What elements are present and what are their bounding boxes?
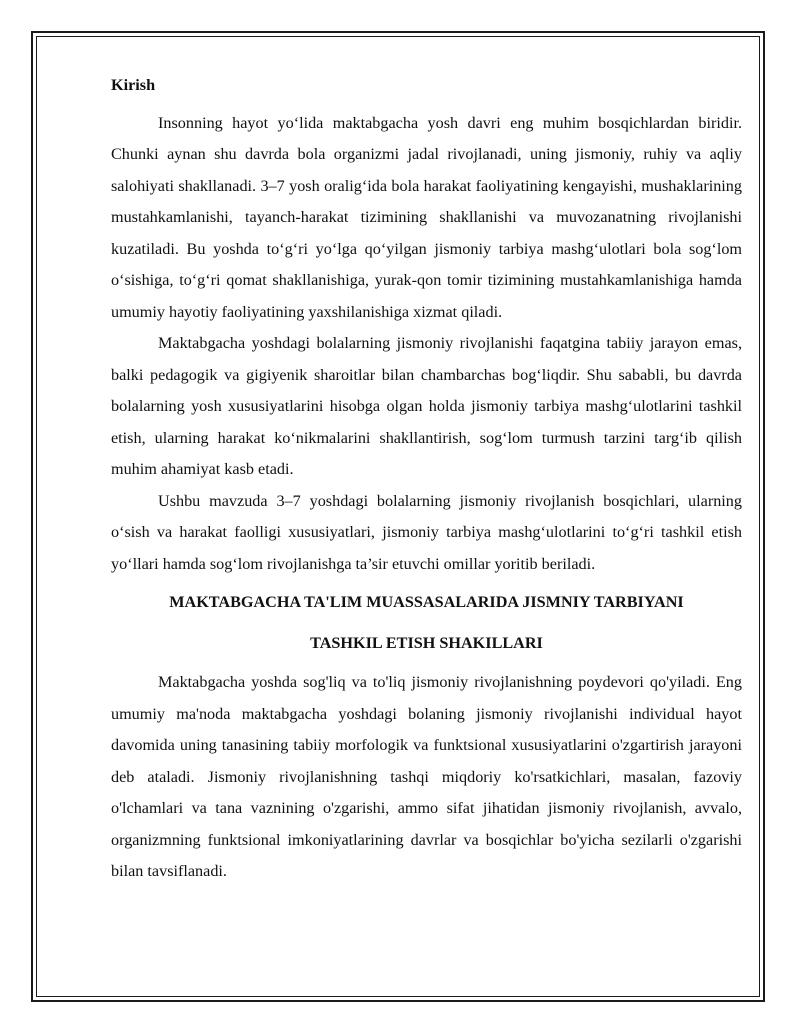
document-body	[111, 70, 742, 888]
intro-paragraph-3: Ushbu mavzuda 3–7 yoshdagi bolalarning jismoniy rivojlanish bosqichlari, ularning o‘sish va harakat faolligi xususiyatlari, jismoniy tarbiya mashg‘ulotlarini to‘g‘ri tashkil etish yo‘llari hamda sog‘lom rivojlanishga ta’sir etuvchi omillar yoritib beriladi.	[111, 491, 742, 573]
section-title-line-2: TASHKIL ETISH SHAKILLARI	[310, 633, 543, 652]
section-paragraph-1: Maktabgacha yoshda sog'liq va to'liq jismoniy rivojlanishning poydevori qo'yiladi. Eng umumiy ma'noda maktabgacha yoshdagi bolaning jismoniy rivojlanishi individual hayot davomida uning tanasining tabiiy morfologik va funktsional xususiyatlarini o'zgartirish jarayoni deb ataladi. Jismoniy rivojlanishning tashqi miqdoriy ko'rsatkichlari, masalan, fazoviy o'lchamlari va tana vaznining o'zgarishi, ammo sifat jihatidan jismoniy rivojlanish, avvalo, organizmning funktsional imkoniyatlarining davrlar va bosqichlar bo'yicha sezilarli o'zgarishi bilan tavsiflanadi.	[111, 673, 742, 880]
intro-heading: Kirish	[111, 76, 156, 94]
section-title-line-1: MAKTABGACHA TA'LIM MUASSASALARIDA JISMNIY TARBIYANI	[169, 593, 684, 611]
intro-paragraph-2: Maktabgacha yoshdagi bolalarning jismoniy rivojlanishi faqatgina tabiiy jarayon emas, balki pedagogik va gigiyenik sharoitlar bilan chambarchas bog‘liqdir. Shu sababli, bu davrda bolalarning yosh xususiyatlarini hisobga olgan holda jismoniy tarbiya mashg‘ulotlarini tashkil etish, ularning harakat ko‘nikmalarini shakllantirish, sog‘lom turmush tarzini targ‘ib qilish muhim ahamiyat kasb etadi.	[111, 334, 742, 478]
intro-paragraph-1: Insonning hayot yo‘lida maktabgacha yosh davri eng muhim bosqichlardan biridir. Chunki aynan shu davrda bola organizmi jadal rivojlanadi, uning jismoniy, ruhiy va aqliy salohiyati shakllanadi. 3–7 yosh oralig‘ida bola harakat faoliyatining kengayishi, mushaklarining mustahkamlanishi, tayanch-harakat tizimining shakllanishi va muvozanatning rivojlanishi kuzatiladi. Bu yoshda to‘g‘ri yo‘lga qo‘yilgan jismoniy tarbiya mashg‘ulotlari bola sog‘lom o‘sishiga, to‘g‘ri qomat shakllanishiga, yurak-qon tomir tizimining mustahkamlanishiga hamda umumiy hayotiy faoliyatining yaxshilanishiga xizmat qiladi.	[111, 113, 742, 321]
